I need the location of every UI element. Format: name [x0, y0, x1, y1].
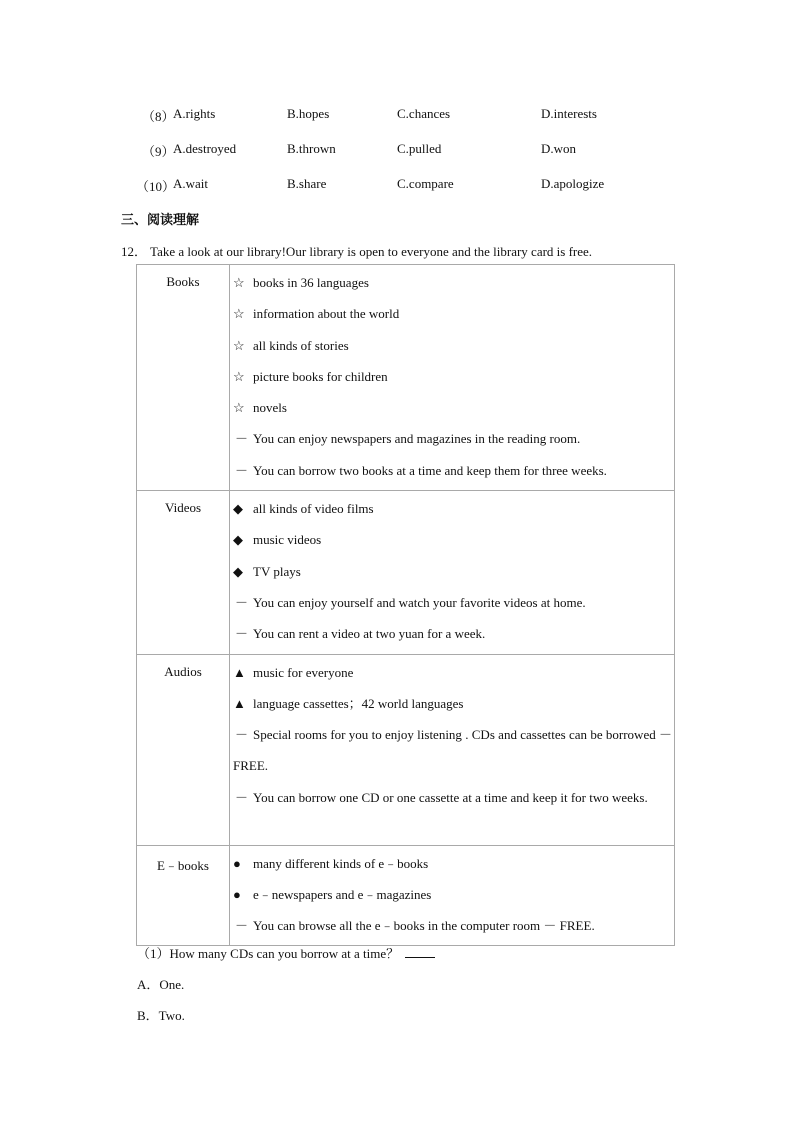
- sub-question: [137, 943, 435, 962]
- option-number: （8）: [142, 109, 175, 124]
- note-item: － Special rooms for you to enjoy listening . CDs and cassettes can be borrowed － FREE.: [233, 719, 672, 782]
- dash-icon: －: [235, 727, 249, 743]
- table-row-videos: [137, 491, 675, 654]
- dash-icon: －: [235, 626, 249, 642]
- list-item: ☆ novels: [233, 392, 672, 423]
- note-item: － You can browse all the e﹣books in the computer room － FREE.: [233, 910, 672, 941]
- list-item: ☆ information about the world: [233, 298, 672, 329]
- option-c: C.chances: [397, 106, 451, 121]
- table-row-audios: [137, 654, 675, 845]
- diamond-icon: ◆: [233, 563, 243, 579]
- option-c: C.compare: [397, 176, 454, 191]
- category-cell: Videos: [137, 491, 230, 654]
- option-c: C.pulled: [397, 141, 442, 156]
- option-number: （9）: [142, 144, 175, 159]
- triangle-icon: ▲: [233, 664, 246, 680]
- dash-icon: －: [235, 918, 249, 934]
- circle-icon: ●: [233, 855, 241, 871]
- option-a: A.destroyed: [173, 141, 237, 156]
- sub-question-number: （1）: [137, 946, 170, 961]
- dash-icon: －: [235, 594, 249, 610]
- category-cell: E﹣books: [137, 845, 230, 946]
- question-intro: [121, 241, 592, 260]
- option-b: B.hopes: [287, 106, 330, 121]
- diamond-icon: ◆: [233, 532, 243, 548]
- option-d: D.won: [541, 141, 577, 156]
- items-cell: [230, 654, 675, 845]
- triangle-icon: ▲: [233, 695, 246, 711]
- diamond-icon: ◆: [233, 501, 243, 517]
- option-a: A.rights: [173, 106, 216, 121]
- dash-icon: －: [235, 789, 249, 805]
- category-cell: Books: [137, 265, 230, 491]
- dash-icon: －: [235, 462, 249, 478]
- option-a: A.wait: [173, 176, 209, 191]
- table-row-books: [137, 265, 675, 491]
- list-item: ● e﹣newspapers and e﹣magazines: [233, 879, 672, 910]
- sub-question-text: How many CDs can you borrow at a time？: [169, 946, 400, 961]
- list-item: ● many different kinds of e﹣books: [233, 848, 672, 879]
- answer-blank[interactable]: [405, 945, 435, 958]
- option-d: D.interests: [541, 106, 597, 121]
- list-item: ◆ TV plays: [233, 556, 672, 587]
- list-item: ◆ all kinds of video films: [233, 493, 672, 524]
- note-item: － You can enjoy yourself and watch your favorite videos at home.: [233, 587, 672, 618]
- dash-icon: －: [235, 431, 249, 447]
- items-cell: [230, 845, 675, 946]
- circle-icon: ●: [233, 886, 241, 902]
- note-item: － You can enjoy newspapers and magazines in the reading room.: [233, 423, 672, 454]
- table-row-ebooks: [137, 845, 675, 946]
- star-icon: ☆: [233, 337, 245, 353]
- note-item: － You can borrow two books at a time and keep them for three weeks.: [233, 455, 672, 486]
- star-icon: ☆: [233, 368, 245, 384]
- list-item: ☆ all kinds of stories: [233, 330, 672, 361]
- option-row-9: [0, 141, 794, 161]
- question-text: Take a look at our library!Our library is open to everyone and the library card is free.: [150, 244, 593, 259]
- library-table: [136, 264, 675, 946]
- items-cell: [230, 265, 675, 491]
- list-item: ☆ books in 36 languages: [233, 267, 672, 298]
- items-cell: [230, 491, 675, 654]
- star-icon: ☆: [233, 306, 245, 322]
- option-b: B.thrown: [287, 141, 336, 156]
- option-number: （10）: [136, 179, 176, 194]
- list-item: ▲ language cassettes；42 world languages: [233, 688, 672, 719]
- option-d: D.apologize: [541, 176, 605, 191]
- list-item: ◆ music videos: [233, 524, 672, 555]
- option-b: B.share: [287, 176, 327, 191]
- choice-a[interactable]: A．One.: [137, 977, 185, 992]
- category-cell: Audios: [137, 654, 230, 845]
- option-row-10: [0, 176, 794, 196]
- option-row-8: [0, 106, 794, 126]
- question-number: 12．: [121, 244, 148, 259]
- list-item: ☆ picture books for children: [233, 361, 672, 392]
- note-item: － You can borrow one CD or one cassette at a time and keep it for two weeks.: [233, 782, 672, 813]
- star-icon: ☆: [233, 275, 245, 290]
- list-item: ▲ music for everyone: [233, 657, 672, 688]
- note-item: － You can rent a video at two yuan for a week.: [233, 618, 672, 649]
- choice-b[interactable]: B．Two.: [137, 1008, 185, 1023]
- star-icon: ☆: [233, 400, 245, 416]
- section-title: 三、阅读理解: [121, 213, 200, 228]
